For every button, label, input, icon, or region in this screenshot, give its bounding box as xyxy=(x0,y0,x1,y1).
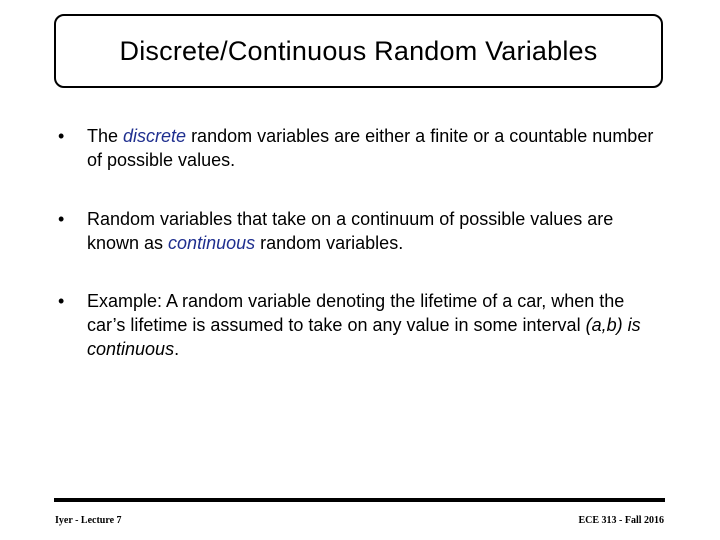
bullet-marker: • xyxy=(58,126,65,146)
bullet-emphasis-interval: (a,b) is continuous xyxy=(87,315,641,359)
bullet-text xyxy=(87,207,667,255)
bullet-emphasis-discrete: discrete xyxy=(123,126,187,146)
bullet-marker: • xyxy=(58,209,65,229)
bullet-text-post: random variables. xyxy=(255,233,404,253)
bullet-text-post: random variables are either a finite or a countable number of possible values. xyxy=(87,126,654,170)
footer-divider xyxy=(54,498,665,502)
bullet-text-pre: Example: A random variable denoting the lifetime of a car, when the car’s lifetime is assumed to take on any value in some interval xyxy=(87,291,625,335)
slide-title-box xyxy=(54,14,663,88)
footer-lecture-label: Iyer - Lecture 7 xyxy=(55,515,122,526)
slide-title: Discrete/Continuous Random Variables xyxy=(119,35,598,66)
bullet-text xyxy=(87,289,667,361)
bullet-text-post: . xyxy=(174,339,180,359)
bullet-emphasis-continuous: continuous xyxy=(168,233,256,253)
bullet-text xyxy=(87,124,667,172)
bullet-marker: • xyxy=(58,291,65,311)
bullet-text-pre: The xyxy=(87,126,124,146)
bullet-text-pre: Random variables that take on a continuum of possible values are known as xyxy=(87,209,614,253)
footer-course-label: ECE 313 - Fall 2016 xyxy=(578,515,664,526)
